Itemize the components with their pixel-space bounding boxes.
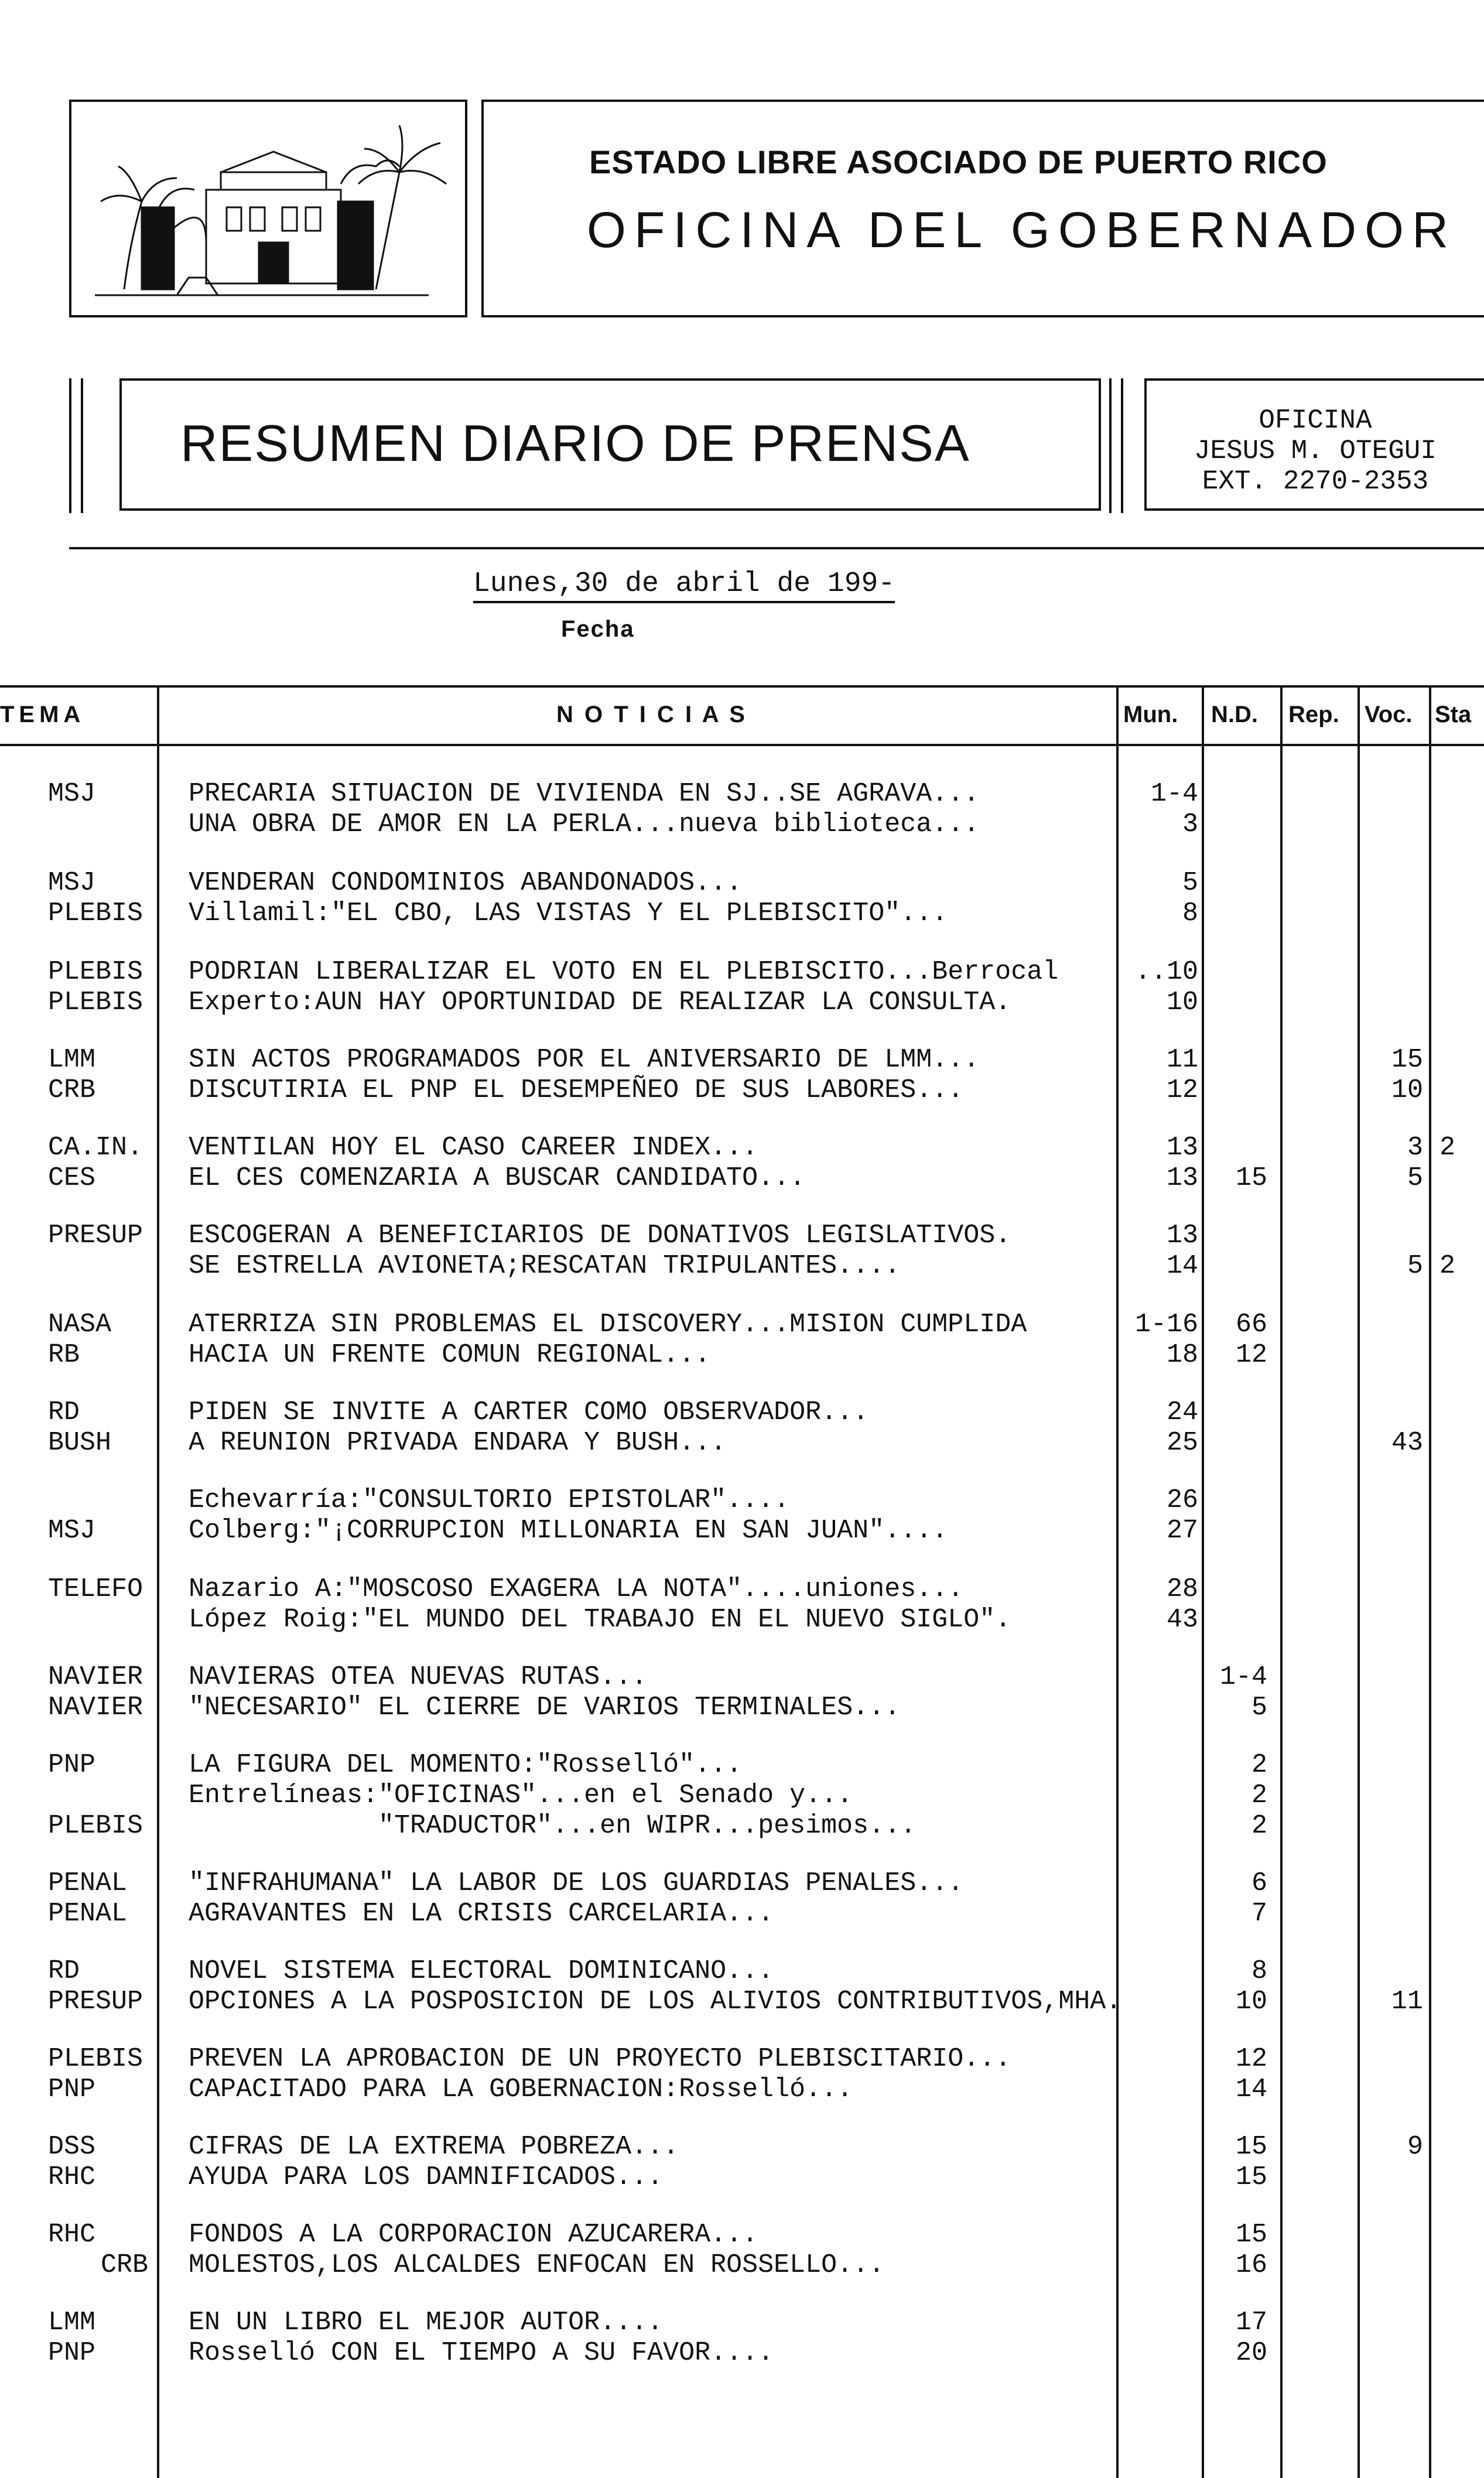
header-tema: TEMA bbox=[0, 702, 86, 727]
header-rep: Rep. bbox=[1288, 702, 1339, 727]
row-0-mun: 1-4 bbox=[1150, 779, 1198, 809]
row-22-nd: 2 bbox=[1251, 1750, 1267, 1780]
col-divider-nd bbox=[1202, 685, 1204, 2478]
row-30-noticia: CAPACITADO PARA LA GOBERNACION:Rosselló... bbox=[189, 2074, 853, 2104]
row-28-voc: 11 bbox=[1391, 1987, 1423, 2016]
row-17-noticia: Colberg:"¡CORRUPCION MILLONARIA EN SAN JUAN".... bbox=[189, 1516, 948, 1546]
row-3-mun: 8 bbox=[1182, 898, 1198, 928]
row-11-noticia: SE ESTRELLA AVIONETA;RESCATAN TRIPULANTES.... bbox=[189, 1251, 901, 1281]
row-25-tema: PENAL bbox=[48, 1868, 128, 1898]
row-27-tema: RD bbox=[48, 1956, 80, 1986]
row-3-tema: PLEBIS bbox=[48, 898, 143, 928]
row-12-mun: 1-16 bbox=[1134, 1310, 1198, 1339]
row-13-mun: 18 bbox=[1166, 1340, 1198, 1370]
row-21-noticia: "NECESARIO" EL CIERRE DE VARIOS TERMINALES... bbox=[189, 1693, 901, 1722]
row-8-tema: CA.IN. bbox=[48, 1133, 143, 1163]
row-31-nd: 15 bbox=[1235, 2132, 1267, 2162]
row-23-nd: 2 bbox=[1251, 1780, 1267, 1810]
row-22-noticia: LA FIGURA DEL MOMENTO:"Rosselló"... bbox=[189, 1750, 743, 1780]
row-2-mun: 5 bbox=[1182, 868, 1198, 898]
date-label: Fecha bbox=[561, 616, 635, 642]
row-5-mun: 10 bbox=[1166, 987, 1198, 1017]
header-noticias: N O T I C I A S bbox=[556, 702, 747, 727]
row-21-nd: 5 bbox=[1251, 1693, 1267, 1722]
row-32-tema: RHC bbox=[48, 2162, 96, 2192]
row-18-tema: TELEFO bbox=[48, 1574, 143, 1604]
row-28-tema: PRESUP bbox=[48, 1987, 143, 2016]
row-20-nd: 1-4 bbox=[1219, 1662, 1267, 1692]
row-16-noticia: Echevarría:"CONSULTORIO EPISTOLAR".... bbox=[189, 1485, 790, 1515]
row-6-voc: 15 bbox=[1391, 1045, 1423, 1075]
header-sta: Sta bbox=[1435, 702, 1472, 727]
row-34-noticia: MOLESTOS,LOS ALCALDES ENFOCAN EN ROSSELLO... bbox=[189, 2250, 885, 2280]
row-4-noticia: PODRIAN LIBERALIZAR EL VOTO EN EL PLEBISCITO...Berrocal bbox=[189, 957, 1059, 987]
row-1-mun: 3 bbox=[1182, 809, 1198, 839]
row-13-tema: RB bbox=[48, 1340, 80, 1370]
row-34-nd: 16 bbox=[1235, 2250, 1267, 2280]
row-30-tema: PNP bbox=[48, 2074, 96, 2104]
row-36-nd: 20 bbox=[1235, 2338, 1267, 2368]
row-28-noticia: OPCIONES A LA POSPOSICION DE LOS ALIVIOS CONTRIBUTIVOS,MHA. bbox=[189, 1987, 1122, 2016]
row-14-mun: 24 bbox=[1166, 1397, 1198, 1427]
row-12-noticia: ATERRIZA SIN PROBLEMAS EL DISCOVERY...MISION CUMPLIDA bbox=[189, 1310, 1027, 1339]
row-14-tema: RD bbox=[48, 1397, 80, 1427]
title-rule-left-1 bbox=[69, 378, 71, 513]
row-27-nd: 8 bbox=[1251, 1956, 1267, 1986]
title-rule-right-2 bbox=[1121, 378, 1123, 513]
row-36-noticia: Rosselló CON EL TIEMPO A SU FAVOR.... bbox=[189, 2338, 774, 2368]
contact-box bbox=[1144, 378, 1484, 511]
row-5-tema: PLEBIS bbox=[48, 987, 143, 1017]
col-divider-tema bbox=[157, 685, 159, 2478]
row-33-noticia: FONDOS A LA CORPORACION AZUCARERA... bbox=[189, 2220, 758, 2250]
row-29-nd: 12 bbox=[1235, 2044, 1267, 2074]
row-33-tema: RHC bbox=[48, 2220, 96, 2250]
row-16-mun: 26 bbox=[1166, 1485, 1198, 1515]
state-name: ESTADO LIBRE ASOCIADO DE PUERTO RICO bbox=[589, 143, 1328, 180]
row-26-nd: 7 bbox=[1251, 1899, 1267, 1929]
header-nd: N.D. bbox=[1211, 702, 1258, 727]
row-7-noticia: DISCUTIRIA EL PNP EL DESEMPEÑEO DE SUS LABORES... bbox=[189, 1075, 964, 1105]
row-10-tema: PRESUP bbox=[48, 1221, 143, 1250]
row-7-voc: 10 bbox=[1391, 1075, 1423, 1105]
row-32-nd: 15 bbox=[1235, 2162, 1267, 2192]
header-mun: Mun. bbox=[1123, 702, 1178, 727]
row-35-tema: LMM bbox=[48, 2308, 96, 2337]
row-17-tema: MSJ bbox=[48, 1516, 96, 1546]
row-23-noticia: Entrelíneas:"OFICINAS"...en el Senado y... bbox=[189, 1780, 853, 1810]
row-9-nd: 15 bbox=[1235, 1163, 1267, 1193]
row-9-noticia: EL CES COMENZARIA A BUSCAR CANDIDATO... bbox=[189, 1163, 806, 1193]
row-4-tema: PLEBIS bbox=[48, 957, 143, 987]
row-36-tema: PNP bbox=[48, 2338, 96, 2368]
office-name: OFICINA DEL GOBERNADOR bbox=[587, 202, 1457, 258]
row-1-noticia: UNA OBRA DE AMOR EN LA PERLA...nueva biblioteca... bbox=[189, 809, 980, 839]
row-30-nd: 14 bbox=[1235, 2074, 1267, 2104]
row-32-noticia: AYUDA PARA LOS DAMNIFICADOS... bbox=[189, 2162, 664, 2192]
table-top-rule bbox=[0, 685, 1484, 688]
fortaleza-logo-icon bbox=[71, 102, 465, 315]
row-33-nd: 15 bbox=[1235, 2220, 1267, 2250]
title-rule-left-2 bbox=[81, 378, 83, 513]
row-11-voc: 5 bbox=[1407, 1251, 1423, 1281]
row-35-nd: 17 bbox=[1235, 2308, 1267, 2337]
row-24-tema: PLEBIS bbox=[48, 1811, 143, 1841]
table-header-rule bbox=[0, 744, 1484, 746]
col-divider-sta bbox=[1429, 685, 1431, 2478]
row-15-tema: BUSH bbox=[48, 1428, 112, 1458]
row-17-mun: 27 bbox=[1166, 1516, 1198, 1546]
row-6-tema: LMM bbox=[48, 1045, 96, 1075]
row-7-tema: CRB bbox=[48, 1075, 96, 1105]
row-9-tema: CES bbox=[48, 1163, 96, 1193]
row-15-voc: 43 bbox=[1391, 1428, 1423, 1458]
row-9-mun: 13 bbox=[1166, 1163, 1198, 1193]
row-6-noticia: SIN ACTOS PROGRAMADOS POR EL ANIVERSARIO DE LMM... bbox=[189, 1045, 980, 1075]
row-28-nd: 10 bbox=[1235, 1987, 1267, 2016]
row-29-tema: PLEBIS bbox=[48, 2044, 143, 2074]
row-11-sta: 2 bbox=[1439, 1251, 1456, 1281]
row-8-mun: 13 bbox=[1166, 1133, 1198, 1163]
row-34-tema: CRB bbox=[101, 2250, 149, 2280]
row-6-mun: 11 bbox=[1166, 1045, 1198, 1075]
row-35-noticia: EN UN LIBRO EL MEJOR AUTOR.... bbox=[189, 2308, 664, 2337]
row-21-tema: NAVIER bbox=[48, 1693, 143, 1722]
row-22-tema: PNP bbox=[48, 1750, 96, 1780]
date-value: Lunes,30 de abril de 199- bbox=[473, 568, 895, 603]
row-31-tema: DSS bbox=[48, 2132, 96, 2162]
row-10-mun: 13 bbox=[1166, 1221, 1198, 1250]
row-7-mun: 12 bbox=[1166, 1075, 1198, 1105]
row-25-nd: 6 bbox=[1251, 1868, 1267, 1898]
row-26-noticia: AGRAVANTES EN LA CRISIS CARCELARIA... bbox=[189, 1899, 774, 1929]
publication-title-box bbox=[119, 378, 1101, 511]
col-divider-voc bbox=[1358, 685, 1360, 2478]
row-12-nd: 66 bbox=[1235, 1310, 1267, 1339]
row-9-voc: 5 bbox=[1407, 1163, 1423, 1193]
row-24-noticia: "TRADUCTOR"...en WIPR...pesimos... bbox=[189, 1811, 917, 1841]
header-voc: Voc. bbox=[1365, 702, 1413, 727]
row-13-nd: 12 bbox=[1235, 1340, 1267, 1370]
row-20-tema: NAVIER bbox=[48, 1662, 143, 1692]
row-25-noticia: "INFRAHUMANA" LA LABOR DE LOS GUARDIAS PENALES... bbox=[189, 1868, 964, 1898]
contact-extension: EXT. 2270-2353 bbox=[1202, 466, 1429, 497]
row-19-noticia: López Roig:"EL MUNDO DEL TRABAJO EN EL NUEVO SIGLO". bbox=[189, 1605, 1011, 1635]
row-31-noticia: CIFRAS DE LA EXTREMA POBREZA... bbox=[189, 2132, 679, 2162]
row-29-noticia: PREVEN LA APROBACION DE UN PROYECTO PLEBISCITARIO... bbox=[189, 2044, 1011, 2074]
row-13-noticia: HACIA UN FRENTE COMUN REGIONAL... bbox=[189, 1340, 711, 1370]
row-27-noticia: NOVEL SISTEMA ELECTORAL DOMINICANO... bbox=[189, 1956, 774, 1986]
row-0-tema: MSJ bbox=[48, 779, 96, 809]
col-divider-rep bbox=[1280, 685, 1283, 2478]
row-0-noticia: PRECARIA SITUACION DE VIVIENDA EN SJ..SE AGRAVA... bbox=[189, 779, 980, 809]
row-5-noticia: Experto:AUN HAY OPORTUNIDAD DE REALIZAR LA CONSULTA. bbox=[189, 987, 1011, 1017]
row-26-tema: PENAL bbox=[48, 1899, 128, 1929]
row-19-mun: 43 bbox=[1166, 1605, 1198, 1635]
row-12-tema: NASA bbox=[48, 1310, 112, 1339]
row-2-noticia: VENDERAN CONDOMINIOS ABANDONADOS... bbox=[189, 868, 743, 898]
row-31-voc: 9 bbox=[1407, 2132, 1423, 2162]
row-11-mun: 14 bbox=[1166, 1251, 1198, 1281]
row-15-noticia: A REUNION PRIVADA ENDARA Y BUSH... bbox=[189, 1428, 727, 1458]
contact-office: OFICINA bbox=[1259, 405, 1372, 436]
row-18-mun: 28 bbox=[1166, 1574, 1198, 1604]
row-4-mun: ..10 bbox=[1134, 957, 1198, 987]
header-separator bbox=[69, 547, 1484, 549]
row-20-noticia: NAVIERAS OTEA NUEVAS RUTAS... bbox=[189, 1662, 648, 1692]
row-2-tema: MSJ bbox=[48, 868, 96, 898]
row-8-voc: 3 bbox=[1407, 1133, 1423, 1163]
office-header-box bbox=[481, 100, 1484, 317]
row-15-mun: 25 bbox=[1166, 1428, 1198, 1458]
row-10-noticia: ESCOGERAN A BENEFICIARIOS DE DONATIVOS LEGISLATIVOS. bbox=[189, 1221, 1011, 1250]
row-14-noticia: PIDEN SE INVITE A CARTER COMO OBSERVADOR... bbox=[189, 1397, 869, 1427]
row-24-nd: 2 bbox=[1251, 1811, 1267, 1841]
row-3-noticia: Villamil:"EL CBO, LAS VISTAS Y EL PLEBISCITO"... bbox=[189, 898, 948, 928]
contact-name: JESUS M. OTEGUI bbox=[1194, 436, 1437, 466]
publication-title: RESUMEN DIARIO DE PRENSA bbox=[180, 414, 970, 472]
row-8-sta: 2 bbox=[1439, 1133, 1456, 1163]
row-8-noticia: VENTILAN HOY EL CASO CAREER INDEX... bbox=[189, 1133, 758, 1163]
logo-box bbox=[69, 100, 467, 317]
title-rule-right-1 bbox=[1109, 378, 1112, 513]
row-18-noticia: Nazario A:"MOSCOSO EXAGERA LA NOTA"....uniones... bbox=[189, 1574, 964, 1604]
